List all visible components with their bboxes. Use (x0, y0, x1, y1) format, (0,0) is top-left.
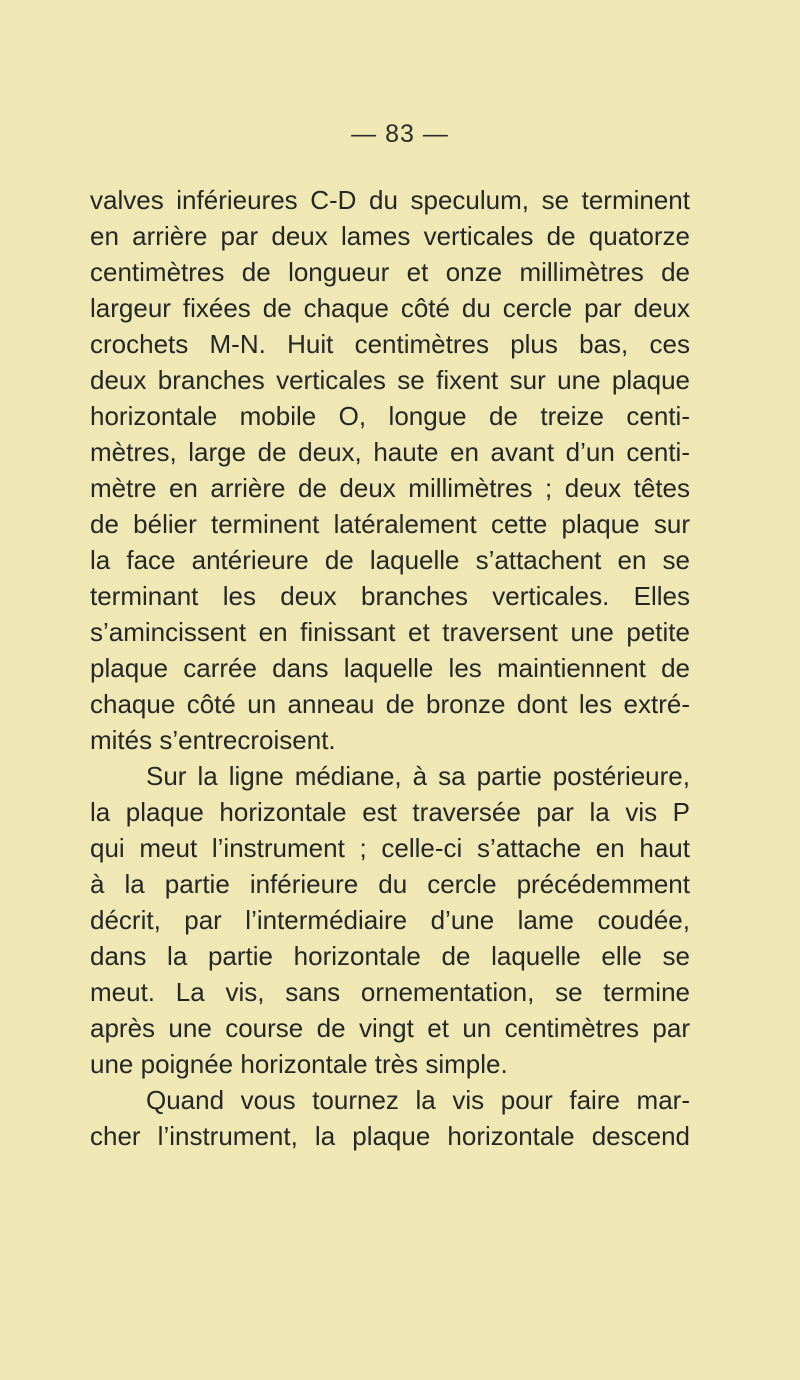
text-line: après une course de vingt et un centimètres par (90, 1013, 690, 1043)
body-text (90, 182, 690, 1154)
text-line: mités s’entrecroisent. (90, 725, 336, 755)
text-line: la face antérieure de laquelle s’attachent en se (90, 545, 690, 575)
text-line: cher l’instrument, la plaque horizontale descend (90, 1121, 690, 1151)
text-line: qui meut l’instrument ; celle-ci s’attache en haut (90, 833, 690, 863)
text-line: valves inférieures C-D du speculum, se terminent (90, 185, 690, 215)
text-line: plaque carrée dans laquelle les maintiennent de (90, 653, 690, 683)
text-line: en arrière par deux lames verticales de quatorze (90, 221, 690, 251)
text-line: mètre en arrière de deux millimètres ; deux têtes (90, 473, 690, 503)
text-line: de bélier terminent latéralement cette plaque sur (90, 509, 690, 539)
text-line: largeur fixées de chaque côté du cercle par deux (90, 293, 690, 323)
text-line: Sur la ligne médiane, à sa partie postérieure, (146, 761, 690, 791)
text-line: s’amincissent en finissant et traversent une petite (90, 617, 690, 647)
text-line: horizontale mobile O, longue de treize centi- (90, 401, 690, 431)
text-line: Quand vous tournez la vis pour faire mar- (146, 1085, 690, 1115)
text-line: décrit, par l’intermédiaire d’une lame coudée, (90, 905, 690, 935)
text-line: terminant les deux branches verticales. Elles (90, 581, 690, 611)
text-line: chaque côté un anneau de bronze dont les extré- (90, 689, 690, 719)
paragraph (90, 1082, 690, 1154)
text-line: la plaque horizontale est traversée par la vis P (90, 797, 690, 827)
paragraph (90, 182, 690, 758)
page-number: — 83 — (351, 120, 449, 148)
text-line: dans la partie horizontale de laquelle elle se (90, 941, 690, 971)
text-line: mètres, large de deux, haute en avant d’un centi- (90, 437, 690, 467)
text-line: meut. La vis, sans ornementation, se termine (90, 977, 690, 1007)
text-line: deux branches verticales se fixent sur une plaque (90, 365, 690, 395)
text-line: une poignée horizontale très simple. (90, 1049, 508, 1079)
text-line: crochets M-N. Huit centimètres plus bas, ces (90, 329, 690, 359)
text-line: à la partie inférieure du cercle précédemment (90, 869, 690, 899)
paragraph (90, 758, 690, 1082)
text-line: centimètres de longueur et onze millimètres de (90, 257, 690, 287)
